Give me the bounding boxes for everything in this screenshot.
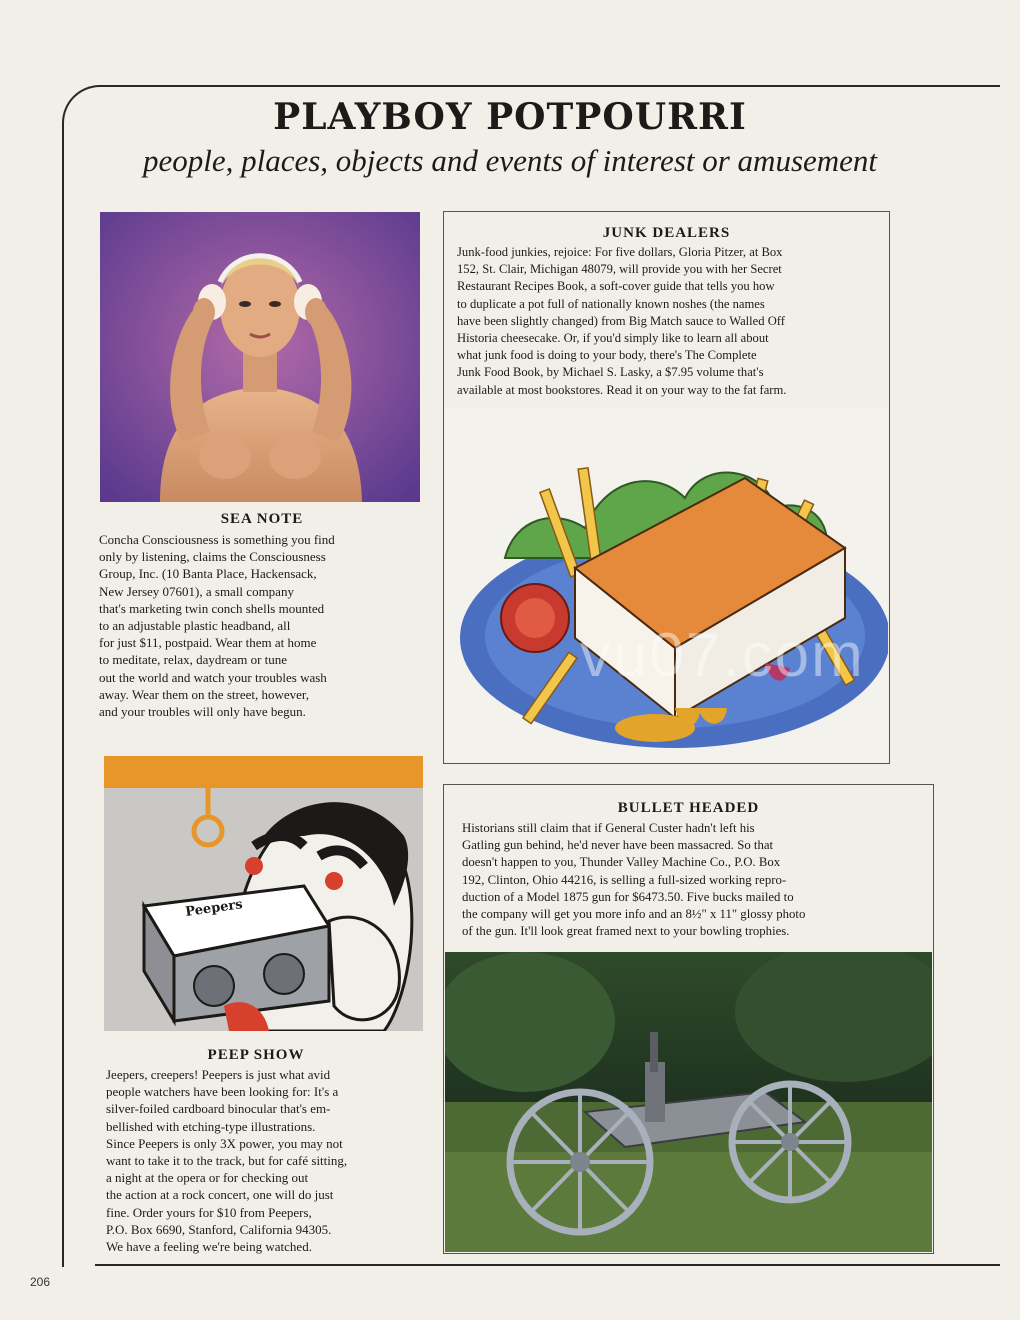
- sea-note-line: to an adjustable plastic headband, all: [99, 618, 291, 634]
- peep-show-line: want to take it to the track, but for café sitting,: [106, 1153, 348, 1169]
- sea-note-line: for just $11, postpaid. Wear them at home: [99, 635, 317, 651]
- peep-show-body: [106, 1066, 424, 1255]
- peep-show-heading: PEEP SHOW: [207, 1047, 305, 1063]
- sea-note-line: New Jersey 07601), a small company: [99, 583, 294, 599]
- peep-show-illustration: [104, 756, 423, 1031]
- bullet-headed-line: 192, Clinton, Ohio 44216, is selling a full-sized working repro-: [462, 872, 787, 887]
- page-frame-bottom: [95, 1264, 1000, 1266]
- page-frame-left: [62, 85, 104, 1267]
- junk-dealers-line: Junk Food Book, by Michael S. Lasky, a $7.95 volume that's: [457, 365, 764, 380]
- sea-note-heading: SEA NOTE: [220, 511, 304, 527]
- sea-note-body: [99, 531, 424, 720]
- peep-show-line: P.O. Box 6690, Stanford, California 94305.: [106, 1221, 332, 1237]
- peep-show-line: We have a feeling we're being watched.: [106, 1239, 312, 1255]
- sea-note-line: Group, Inc. (10 Banta Place, Hackensack,: [99, 566, 317, 582]
- bullet-headed-line: of the gun. It'll look great framed next to your bowling trophies.: [462, 924, 790, 939]
- sea-note-line: Concha Consciousness is something you find: [99, 532, 335, 547]
- peep-show-line: the action at a rock concert, one will do just: [106, 1187, 334, 1203]
- peep-show-line: bellished with etching-type illustrations.: [106, 1118, 316, 1134]
- gatling-gun-photo: [445, 952, 932, 1252]
- bullet-headed-line: duction of a Model 1875 gun for $6473.50. Five bucks mailed to: [462, 889, 794, 904]
- bullet-headed-line: the company will get you more info and an 8½" x 11" glossy photo: [462, 907, 806, 922]
- page-subtitle: people, places, objects and events of interest or amusement: [142, 143, 878, 178]
- watermark-text: vu07.com: [580, 621, 865, 690]
- sea-note-line: that's marketing twin conch shells mounted: [99, 600, 325, 616]
- junk-dealers-line: 152, St. Clair, Michigan 48079, will provide you with her Secret: [457, 262, 782, 277]
- peep-show-line: fine. Order yours for $10 from Peepers,: [106, 1204, 312, 1220]
- junk-dealers-illustration: [445, 408, 888, 762]
- sea-note-line: out the world and watch your troubles wash: [99, 669, 327, 685]
- bullet-headed-line: Historians still claim that if General Custer hadn't left his: [462, 821, 755, 835]
- peep-show-line: a night at the opera or for checking out: [106, 1170, 309, 1186]
- bullet-headed-body: [462, 820, 932, 940]
- junk-dealers-line: Historia cheesecake. Or, if you'd simply like to learn all about: [457, 331, 769, 346]
- bullet-headed-line: doesn't happen to you, Thunder Valley Machine Co., P.O. Box: [462, 855, 781, 870]
- junk-dealers-heading: JUNK DEALERS: [602, 225, 731, 241]
- junk-dealers-body: [457, 244, 887, 399]
- peep-show-line: Since Peepers is only 3X power, you may not: [106, 1135, 343, 1151]
- page-title: PLAYBOY POTPOURRI: [273, 96, 747, 138]
- peep-show-line: Jeepers, creepers! Peepers is just what avid: [106, 1067, 331, 1082]
- peep-show-line: people watchers have been looking for: It's a: [106, 1084, 339, 1100]
- junk-dealers-line: to duplicate a pot full of nationally known noshes (the names: [457, 296, 765, 311]
- sea-note-line: and your troubles will only have begun.: [99, 704, 306, 720]
- peepers-label: Peepers: [184, 897, 244, 920]
- junk-dealers-line: Restaurant Recipes Book, a soft-cover guide that tells you how: [457, 279, 775, 294]
- page-frame-top: [100, 85, 1000, 87]
- junk-dealers-line: what junk food is doing to your body, there's The Complete: [457, 348, 757, 363]
- sea-note-line: only by listening, claims the Consciousness: [99, 549, 326, 565]
- bullet-headed-line: Gatling gun behind, he'd never have been massacred. So that: [462, 838, 774, 853]
- peep-show-line: silver-foiled cardboard binocular that's em-: [106, 1101, 331, 1117]
- sea-note-photo: [100, 212, 420, 502]
- page-number: 206: [30, 1275, 51, 1289]
- junk-dealers-line: Junk-food junkies, rejoice: For five dollars, Gloria Pitzer, at Box: [457, 245, 783, 259]
- bullet-headed-heading: BULLET HEADED: [617, 800, 760, 816]
- sea-note-line: away. Wear them on the street, however,: [99, 686, 309, 702]
- junk-dealers-line: available at most bookstores. Read it on your way to the fat farm.: [457, 382, 787, 397]
- junk-dealers-line: have been slightly changed) from Big Match sauce to Walled Off: [457, 313, 785, 328]
- sea-note-line: to meditate, relax, daydream or tune: [99, 652, 288, 668]
